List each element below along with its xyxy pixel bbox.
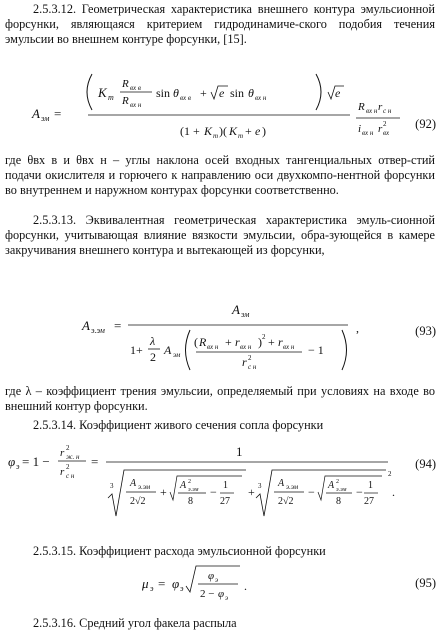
svg-text:э.эм: э.эм — [91, 326, 105, 335]
svg-text:вх: вх — [383, 129, 390, 137]
svg-text:э: э — [180, 584, 184, 593]
svg-text:A: A — [180, 480, 187, 491]
svg-text:=: = — [91, 454, 99, 469]
svg-text:A: A — [130, 478, 137, 489]
svg-text:8: 8 — [188, 496, 193, 507]
svg-text:вх н: вх н — [255, 94, 267, 102]
svg-text:μ: μ — [142, 576, 149, 591]
svg-text:с н: с н — [66, 472, 75, 480]
equation-number-95: (95) — [415, 576, 436, 590]
svg-text:r: r — [278, 335, 283, 349]
paragraph-where-lambda: где λ – коэффициент трения эмульсии, определяемый при условиях на входе во внешний контур форсунки. — [5, 384, 435, 414]
svg-text:)(: )( — [219, 124, 227, 138]
svg-text:r: r — [378, 123, 383, 135]
svg-text:R: R — [199, 335, 207, 349]
svg-text:= 1 −: = 1 − — [22, 454, 50, 469]
svg-text:1: 1 — [236, 444, 243, 459]
svg-text:2√2: 2√2 — [278, 496, 294, 507]
svg-text:(: ( — [194, 335, 198, 349]
svg-text:.: . — [392, 485, 395, 499]
svg-text:2: 2 — [248, 354, 252, 362]
svg-text:=: = — [114, 318, 122, 333]
svg-text:r: r — [60, 466, 65, 478]
svg-text:R: R — [358, 101, 365, 113]
svg-text:+: + — [248, 485, 255, 499]
svg-text:θ: θ — [248, 86, 254, 100]
svg-text:φ: φ — [8, 454, 16, 469]
svg-text:φ: φ — [218, 588, 225, 600]
svg-text:вх н: вх н — [207, 343, 219, 351]
svg-text:вх н: вх н — [283, 343, 295, 351]
svg-text:r: r — [378, 101, 383, 113]
svg-text:вх в: вх в — [130, 84, 141, 92]
svg-text:эм: эм — [173, 351, 181, 359]
svg-text:эм: эм — [41, 114, 50, 123]
svg-text:K: K — [98, 85, 107, 100]
svg-text:R: R — [122, 78, 129, 90]
svg-text:m: m — [108, 93, 114, 102]
paragraph-2-5-3-16: 2.5.3.16. Средний угол факела распыла — [33, 616, 237, 630]
svg-text:э.эм: э.эм — [286, 483, 299, 491]
svg-text:1: 1 — [223, 480, 228, 491]
svg-text:m: m — [213, 132, 219, 140]
svg-text:27: 27 — [220, 496, 230, 507]
svg-text:2: 2 — [66, 444, 70, 452]
svg-text:2: 2 — [188, 479, 191, 485]
formula-95 — [140, 562, 290, 606]
svg-text:φ: φ — [208, 570, 215, 582]
svg-text:2: 2 — [66, 463, 70, 471]
svg-text:3: 3 — [258, 482, 262, 490]
formula-92 — [30, 68, 390, 152]
svg-text:A: A — [32, 106, 40, 121]
paragraph-2-5-3-13: 2.5.3.13. Эквивалентная геометрическая характеристика эмуль-сионной форсунки, учитывающая влияние вязкости эмульсии, обра-зующейся в камере закручивания внешнего контура и вытекающей из форсунки, — [5, 213, 435, 258]
svg-text:вх н: вх н — [240, 343, 252, 351]
paragraph-where-theta: где θвх в и θвх н – углы наклона осей входных тангенциальных отвер-стий подачи окислителя и горючего к направлению оси двухкомпо-нентной форсунки во внутреннем и наружном контурах форсунки соответственно. — [5, 153, 435, 198]
svg-text:e: e — [219, 86, 225, 100]
svg-text:+: + — [225, 335, 232, 349]
svg-text:(1 +: (1 + — [180, 124, 200, 138]
svg-text:с н: с н — [383, 107, 392, 115]
svg-text:− 1: − 1 — [308, 343, 324, 357]
svg-text:.: . — [244, 579, 247, 593]
svg-text:−: − — [308, 485, 315, 499]
svg-text:2√2: 2√2 — [130, 496, 146, 507]
svg-text:r: r — [235, 335, 240, 349]
paragraph-2-5-3-15: 2.5.3.15. Коэффициент расхода эмульсионной форсунки — [33, 544, 326, 558]
svg-text:8: 8 — [336, 496, 341, 507]
svg-text:A: A — [232, 302, 240, 317]
svg-text:): ) — [258, 335, 262, 349]
svg-text:э.эм: э.эм — [336, 487, 347, 493]
svg-text:ж. н: ж. н — [66, 453, 80, 461]
svg-text:2: 2 — [150, 350, 156, 364]
svg-text:1: 1 — [368, 480, 373, 491]
svg-text:2: 2 — [262, 333, 266, 341]
svg-text:3: 3 — [110, 482, 114, 490]
svg-text:,: , — [356, 321, 359, 335]
svg-text:2: 2 — [336, 479, 339, 485]
svg-text:θ: θ — [173, 86, 179, 100]
svg-text:2 −: 2 − — [200, 588, 215, 600]
svg-text:+: + — [160, 485, 167, 499]
svg-text:вх н: вх н — [130, 101, 142, 109]
svg-text:2: 2 — [383, 120, 387, 128]
svg-text:+: + — [245, 124, 252, 138]
svg-text:i: i — [358, 123, 362, 135]
svg-text:m: m — [238, 132, 244, 140]
svg-text:э: э — [16, 462, 20, 471]
svg-text:r: r — [60, 447, 65, 459]
svg-text:e: e — [335, 86, 341, 100]
svg-text:э: э — [225, 594, 229, 602]
svg-text:e: e — [255, 124, 261, 138]
svg-text:−: − — [356, 485, 363, 499]
svg-text:с н: с н — [248, 363, 257, 371]
svg-text:27: 27 — [364, 496, 374, 507]
svg-text:A: A — [82, 318, 90, 333]
svg-text:вх н: вх н — [362, 129, 374, 137]
svg-text:λ: λ — [150, 334, 156, 348]
equation-number-93: (93) — [415, 324, 436, 338]
svg-text:вх н: вх н — [366, 107, 378, 115]
svg-text:A: A — [164, 343, 172, 357]
svg-text:э.эм: э.эм — [188, 487, 199, 493]
svg-text:2: 2 — [388, 470, 392, 478]
equation-number-94: (94) — [415, 457, 436, 471]
svg-text:=: = — [158, 576, 166, 591]
formula-93 — [80, 292, 370, 382]
svg-text:э: э — [150, 584, 154, 593]
svg-text:+: + — [200, 86, 207, 100]
formula-94 — [6, 436, 396, 520]
svg-text:эм: эм — [241, 310, 250, 319]
paragraph-2-5-3-14: 2.5.3.14. Коэффициент живого сечения сопла форсунки — [33, 418, 324, 432]
equation-number-92: (92) — [415, 117, 436, 131]
svg-text:R: R — [122, 95, 129, 107]
svg-text:A: A — [328, 480, 335, 491]
svg-text:A: A — [278, 478, 285, 489]
svg-text:K: K — [229, 124, 238, 138]
svg-text:=: = — [54, 106, 62, 121]
svg-text:э: э — [215, 576, 219, 584]
svg-text:1+: 1+ — [130, 343, 143, 357]
paragraph-2-5-3-12: 2.5.3.12. Геометрическая характеристика внешнего контура эмульсионной форсунки, являющаяся критерием гидродинамиче-ского подобия течения эмульсии во внешнем контуре форсунки, [15]. — [5, 2, 435, 47]
svg-text:): ) — [262, 124, 266, 138]
svg-text:sin: sin — [230, 86, 245, 100]
svg-text:K: K — [204, 124, 213, 138]
svg-text:φ: φ — [172, 576, 180, 591]
svg-text:э.эм: э.эм — [138, 483, 151, 491]
svg-text:−: − — [210, 485, 217, 499]
svg-text:r: r — [242, 355, 247, 369]
svg-text:вх в: вх в — [180, 94, 191, 102]
svg-text:+: + — [268, 335, 275, 349]
svg-text:sin: sin — [156, 86, 171, 100]
